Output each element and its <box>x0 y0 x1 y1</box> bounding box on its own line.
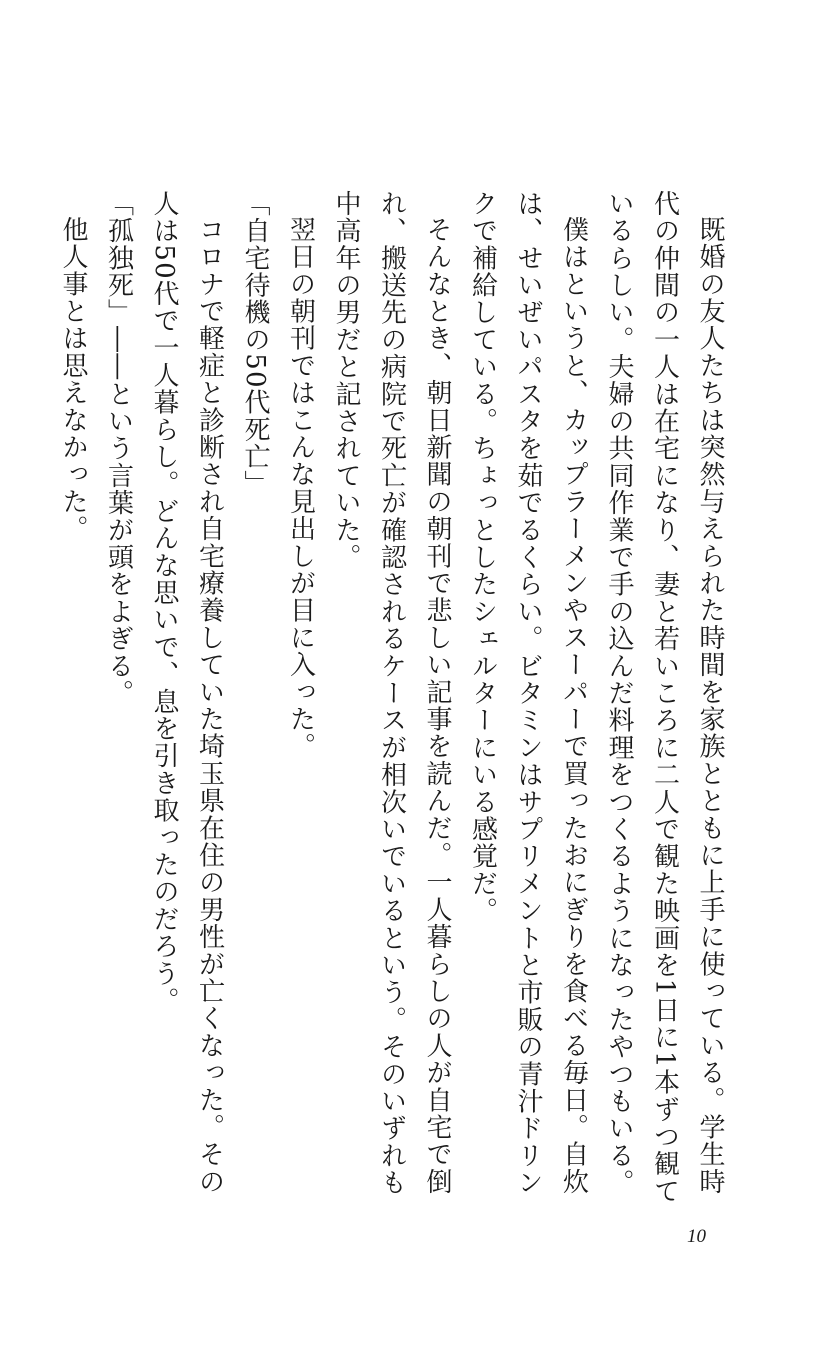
paragraph-3: そんなとき、朝日新聞の朝刊で悲しい記事を読んだ。一人暮らしの人が自宅で倒れ、搬送先の病院で死亡が確認されるケースが相次いでいるという。そのいずれも中高年の男だと記されていた。 <box>331 190 452 1197</box>
headline-quote: 「自宅待機の50代死亡」 <box>240 190 270 498</box>
paragraph-7: 他人事とは思えなかった。 <box>58 216 88 543</box>
body-text <box>50 190 733 1220</box>
paragraph-4: 翌日の朝刊ではこんな見出しが目に入った。 <box>285 216 316 760</box>
paragraph-6: 「孤独死」――という言葉が頭をよぎる。 <box>103 190 134 707</box>
paragraph-1: 既婚の友人たちは突然与えられた時間を家族とともに上手に使っている。学生時代の仲間の一人は在宅になり、妻と若いころに二人で観た映画を1日に1本ずつ観ているらしい。夫婦の共同作業で手の込んだ料理をつくるようになったやつもいる。 <box>604 190 725 1205</box>
paragraph-5: コロナで軽症と診断され自宅療養していた埼玉県在住の男性が亡くなった。その人は50代で一人暮らし。どんな思いで、息を引き取ったのだろう。 <box>149 190 225 1196</box>
paragraph-2: 僕はというと、カップラーメンやスーパーで買ったおにぎりを食べる毎日。自炊は、せいぜいパスタを茹でるくらい。ビタミンはサプリメントと市販の青汁ドリンクで補給している。ちょっとしたシェルターにいる感覚だ。 <box>467 190 589 1197</box>
page-number: 10 <box>687 1226 706 1247</box>
